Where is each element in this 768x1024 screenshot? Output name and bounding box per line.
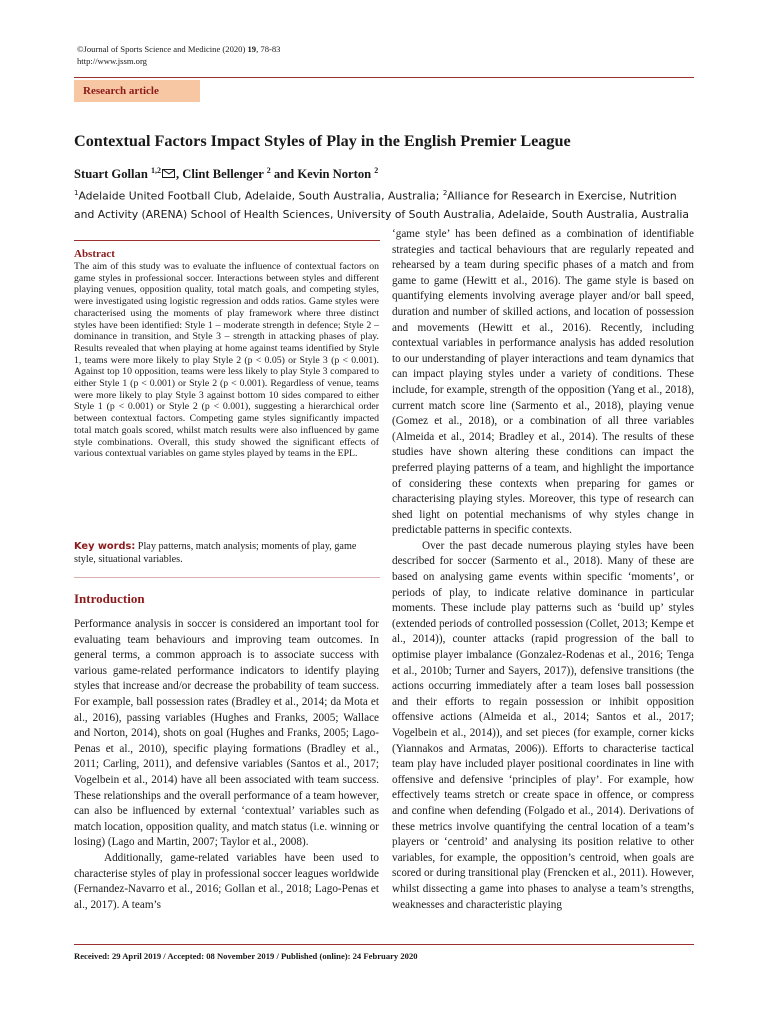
left-column-body <box>74 617 379 913</box>
paragraph: Over the past decade numerous playing styles have been described for soccer (Sarmento et al., 2018). Many of these are based on analysing game events within specific ‘moments’, or periods of play, to indicate relative dominance in particular moments. These include play patterns such as ‘build up’ styles (extended periods of controlled possession (Collet, 2013; Kempe et al., 2014)), counter attacks (rapid progression of the ball to optimise player imbalance (Gonzalez-Rodenas et al., 2016; Tenga et al., 2010b; Turner and Sayers, 2017)), defensive transitions (the actions occurring immediately after a team loses ball possession and their efforts to regain possession or inhibit opposition offensive actions (Almeida et al., 2014; Santos et al., 2017; Vogelbein et al., 2014)), and set pieces (for example, corner kicks (Yiannakos and Armatas, 2006)). Efforts to characterise tactical team play have included player positional coordinates in line with offensive and defensive ‘principles of play’. For example, how effectively teams stretch or create space in offence, or compress and confine when defending (Folgado et al., 2014). Derivations of these metrics involve quantifying the central location of a team’s players or ‘centroid’ and analysing its position relative to other variables, for example, the opposition’s centroid, when goals are scored or during transitional play (Frencken et al., 2011). However, whilst dissecting a game into phases to analyse a team’s strengths, weaknesses and characteristic playing <box>392 539 694 911</box>
affiliations <box>74 184 699 224</box>
affil-1-marker: 1 <box>74 189 79 197</box>
keywords-divider <box>74 577 380 578</box>
keywords-label: Key words: <box>74 541 136 552</box>
paragraph: Performance analysis in soccer is considered an important tool for evaluating team behaviours and improving team outcomes. In general terms, a common approach is to associate success with various game-related performance indicators to identify playing styles that increase and/or decrease the probability of team success. For example, ball possession rates (Bradley et al., 2014; da Mota et al., 2016), passing variables (Hughes and Franks, 2005; Wallace and Norton, 2014), shots on goal (Hughes and Franks, 2005; Lago-Penas et al., 2010), specific playing formations (Bradley et al., 2011; Carling, 2011), and defensive variables (Santos et al., 2017; Vogelbein et al., 2014) have all been associated with team success. These relationships and the overall performance of a team however, can also be influenced by external ‘contextual’ variables such as match location, opposition quality, and match status (i.e. winning or losing) (Lago and Martin, 2007; Taylor et al., 2008). <box>74 618 379 849</box>
author-3-affil: 2 <box>374 166 379 175</box>
author-list <box>74 166 378 182</box>
journal-pages: , 78-83 <box>256 44 281 54</box>
author-2-affil: 2 <box>266 166 271 175</box>
journal-line: ©Journal of Sports Science and Medicine (2020) <box>77 44 246 54</box>
abstract-heading: Abstract <box>74 248 115 260</box>
affil-2-marker: 2 <box>442 189 448 197</box>
introduction-heading: Introduction <box>74 591 145 606</box>
abstract <box>74 247 379 460</box>
paper-title: Contextual Factors Impact Styles of Play in the English Premier League <box>74 132 571 150</box>
author-2: , Clint Bellenger <box>175 167 264 182</box>
journal-citation <box>77 43 280 67</box>
received-dates: Received: 29 April 2019 / Accepted: 08 November 2019 / Published (online): 24 February 2020 <box>74 951 418 961</box>
journal-url[interactable]: http://www.jssm.org <box>77 56 147 66</box>
paragraph: ‘game style’ has been defined as a combination of identifiable strategies and tactical behaviours that are regularly repeated and rehearsed by a team during specific phases of a match and from game to game (Hewitt et al., 2016). The game style is based on quantifying elements involving average player and/or ball speed, duration and number of skilled actions, and location of possession and movements (Hewitt et al., 2016). Recently, including contextual variables in performance analysis has added resolution to our understanding of player interactions and team dynamics that can impact playing styles under a variety of conditions. These include, for example, strength of the opposition (Yang et al., 2018), current match score line (Sarmento et al., 2018), playing venue (Gomez et al., 2018), or a combination of all three variables (Almeida et al., 2014; Bradley et al., 2014). The results of these studies have shown altering these conditions can impact the preferred playing patterns of a team, and highlight the importance of considering these contexts when preparing for games or characterising playing styles. Moreover, this type of research can shed light on potential mechanisms of why styles change in predictable patterns in specific contexts. <box>392 228 694 537</box>
author-1-affil: 1,2 <box>150 166 161 175</box>
article-type-badge: Research article <box>74 80 200 102</box>
author-1: Stuart Gollan <box>74 167 148 182</box>
paragraph: Additionally, game-related variables have been used to characterise styles of play in professional soccer leagues worldwide (Fernandez-Navarro et al., 2016; Gollan et al., 2018; Lago-Penas et al., 2017). A team’s <box>74 851 379 911</box>
affil-2: Alliance for Research in Exercise, Nutrition and Activity (ARENA) School of Health Sciences, University of South Australia, Adelaide, South Australia, Australia <box>74 189 689 221</box>
mail-icon[interactable] <box>162 169 175 178</box>
right-column-body <box>392 227 694 913</box>
abstract-text: The aim of this study was to evaluate the influence of contextual factors on game styles in professional soccer. Interactions between styles and different playing venues, opposition quality, total match goals, and competing styles, were investigated using logistic regression and odds ratios. Game styles were characterised using the moments of play framework where three distinct styles have been identified: Style 1 – moderate strength in defence; Style 2 – dominance in transition, and Style 3 – strength in attacking phases of play. Results revealed that when playing at home against teams identified by Style 1, teams were more likely to play Style 2 (p < 0.05) or Style 3 (p < 0.001). Against top 10 opposition, teams were less likely to play Style 3 compared to either Style 1 (p < 0.001) or Style 2 (p < 0.001). Regardless of venue, teams were more likely to play Style 3 against bottom 10 sides compared to either Style 1 (p < 0.001) or Style 2 (p < 0.001), suggesting a hierarchical order between contextual factors. Competing game styles significantly impacted total match goals scored, whilst match results were also influenced by game style combinations. Overall, this study showed the significant effects of various contextual variables on game styles played by teams in the EPL. <box>74 261 379 460</box>
keywords <box>74 540 379 566</box>
abstract-divider <box>74 240 380 241</box>
affil-1: Adelaide United Football Club, Adelaide, South Australia, Australia; <box>78 189 443 203</box>
keywords-text: Play patterns, match analysis; moments of play, game style, situational variables. <box>74 541 357 565</box>
top-divider <box>74 77 694 78</box>
bottom-divider <box>74 944 694 945</box>
author-3: and Kevin Norton <box>273 167 372 182</box>
journal-volume: 19 <box>247 44 257 54</box>
